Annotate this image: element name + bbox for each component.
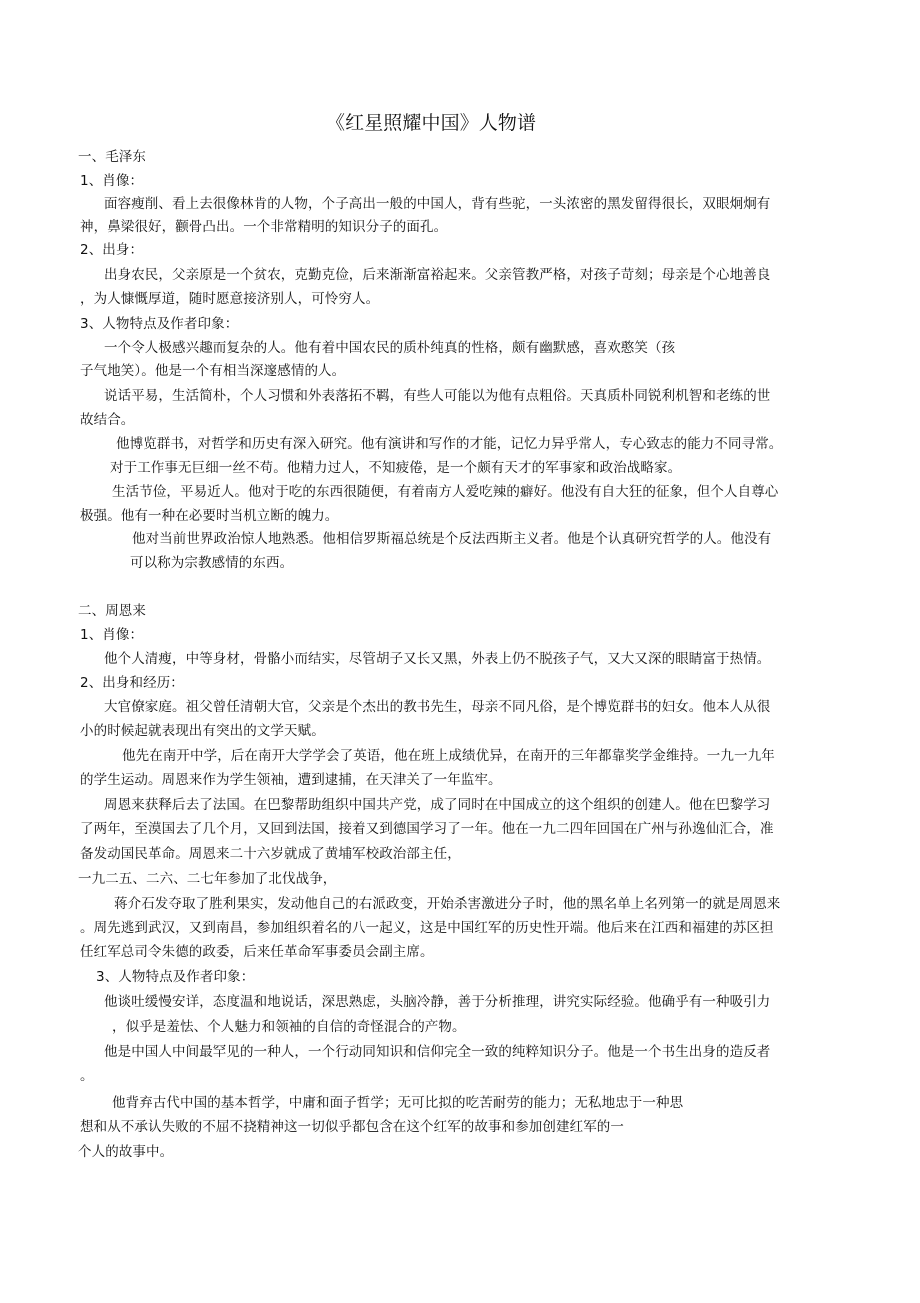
subheading-origin: 2、出身和经历： <box>80 675 184 691</box>
text-line: 可以称为宗教感情的东西。 <box>130 555 294 571</box>
section-heading-mao: 一、毛泽东 <box>78 149 146 165</box>
text-line: 故结合。 <box>80 412 135 428</box>
text-line: 他对当前世界政治惊人地熟悉。他相信罗斯福总统是个反法西斯主义者。他是个认真研究哲学的人。他没有 <box>132 531 772 547</box>
subheading-traits: 3、人物特点及作者印象： <box>80 316 239 332</box>
text-line: 备发动国民革命。周恩来二十六岁就成了黄埔军校政治部主任， <box>80 846 461 862</box>
text-line: 说话平易，生活简朴，个人习惯和外表落拓不羁，有些人可能以为他有点粗俗。天真质朴同锐利机智和老练的世 <box>104 388 771 404</box>
text-line: 生活节俭，平易近人。他对于吃的东西很随便，有着南方人爱吃辣的癖好。他没有自大狂的征象，但个人自尊心 <box>112 484 779 500</box>
text-line: 神，鼻梁很好，颧骨凸出。一个非常精明的知识分子的面孔。 <box>80 219 448 235</box>
text-line: 的学生运动。周恩来作为学生领袖，遭到逮捕，在天津关了一年监牢。 <box>80 772 502 788</box>
text-line: 对于工作事无巨细一丝不苟。他精力过人，不知疲倦，是一个颇有天才的军事家和政治战略家。 <box>110 460 682 476</box>
text-line: 。 <box>80 1068 94 1084</box>
text-line: 子气地笑）。他是一个有相当深邃感情的人。 <box>80 363 346 379</box>
text-line: 蒋介石发夺取了胜利果实，发动他自己的右派政变，开始杀害激进分子时，他的黑名单上名列第一的就是周恩来 <box>114 896 781 912</box>
text-line: 。周先逃到武汉，又到南昌，参加组织着名的八一起义，这是中国红军的历史性开端。他后来在江西和福建的苏区担 <box>80 920 774 936</box>
text-line: 一个令人极感兴趣而复杂的人。他有着中国农民的质朴纯真的性格，颇有幽默感，喜欢憨笑（孩 <box>104 340 676 356</box>
text-line: 想和从不承认失败的不屈不挠精神这一切似乎都包含在这个红军的故事和参加创建红军的一 <box>80 1119 624 1135</box>
text-line: 他博览群书，对哲学和历史有深入研究。他有演讲和写作的才能，记忆力异乎常人，专心致志的能力不同寻常。 <box>116 436 783 452</box>
section-heading-zhou: 二、周恩来 <box>78 603 146 619</box>
text-line: 个人的故事中。 <box>78 1144 174 1160</box>
text-line: 小的时候起就表现出有突出的文学天赋。 <box>80 723 325 739</box>
text-line: 大官僚家庭。祖父曾任清朝大官，父亲是个杰出的教书先生，母亲不同凡俗，是个博览群书的妇女。他本人从很 <box>104 699 771 715</box>
subheading-portrait: 1、肖像： <box>80 627 144 643</box>
text-line: 任红军总司令朱德的政委，后来任革命军事委员会副主席。 <box>80 944 434 960</box>
text-line: 他谈吐缓慢安详，态度温和地说话，深思熟虑，头脑冷静，善于分析推理，讲究实际经验。他确乎有一种吸引力 <box>104 994 771 1010</box>
text-line: 一九二五、二六、二七年参加了北伐战争， <box>78 871 337 887</box>
text-line: 他先在南开中学，后在南开大学学会了英语，他在班上成绩优异，在南开的三年都靠奖学金维持。一九一九年 <box>122 748 775 764</box>
text-line: 出身农民，父亲原是一个贫农，克勤克俭，后来渐渐富裕起来。父亲管教严格，对孩子苛刻；母亲是个心地善良 <box>104 267 771 283</box>
page-title: 《红星照耀中国》人物谱 <box>326 112 537 134</box>
text-line: ，为人慷慨厚道，随时愿意接济别人，可怜穷人。 <box>80 291 380 307</box>
text-line: 他是中国人中间最罕见的一种人，一个行动同知识和信仰完全一致的纯粹知识分子。他是一个书生出身的造反者 <box>104 1044 771 1060</box>
text-line: 极强。他有一种在必要时当机立断的魄力。 <box>80 508 339 524</box>
subheading-traits: 3、人物特点及作者印象： <box>96 969 255 985</box>
subheading-portrait: 1、肖像： <box>80 173 144 189</box>
text-line: 了两年，至漠国去了几个月，又回到法国，接着又到德国学习了一年。他在一九二四年回国在广州与孙逸仙汇合，准 <box>80 821 774 837</box>
text-line: 他个人清瘦，中等身材，骨骼小而结实，尽管胡子又长又黑，外表上仍不脱孩子气，又大又深的眼睛富于热情。 <box>104 651 771 667</box>
text-line: ，似乎是羞怯、个人魅力和领袖的自信的奇怪混合的产物。 <box>112 1019 466 1035</box>
subheading-origin: 2、出身： <box>80 242 144 258</box>
text-line: 他背弃古代中国的基本哲学，中庸和面子哲学；无可比拟的吃苦耐劳的能力；无私地忠于一种思 <box>112 1095 684 1111</box>
text-line: 面容瘦削、看上去很像林肯的人物，个子高出一般的中国人，背有些驼，一头浓密的黑发留得很长，双眼炯炯有 <box>104 196 771 212</box>
text-line: 周恩来获释后去了法国。在巴黎帮助组织中国共产党，成了同时在中国成立的这个组织的创建人。他在巴黎学习 <box>104 797 771 813</box>
